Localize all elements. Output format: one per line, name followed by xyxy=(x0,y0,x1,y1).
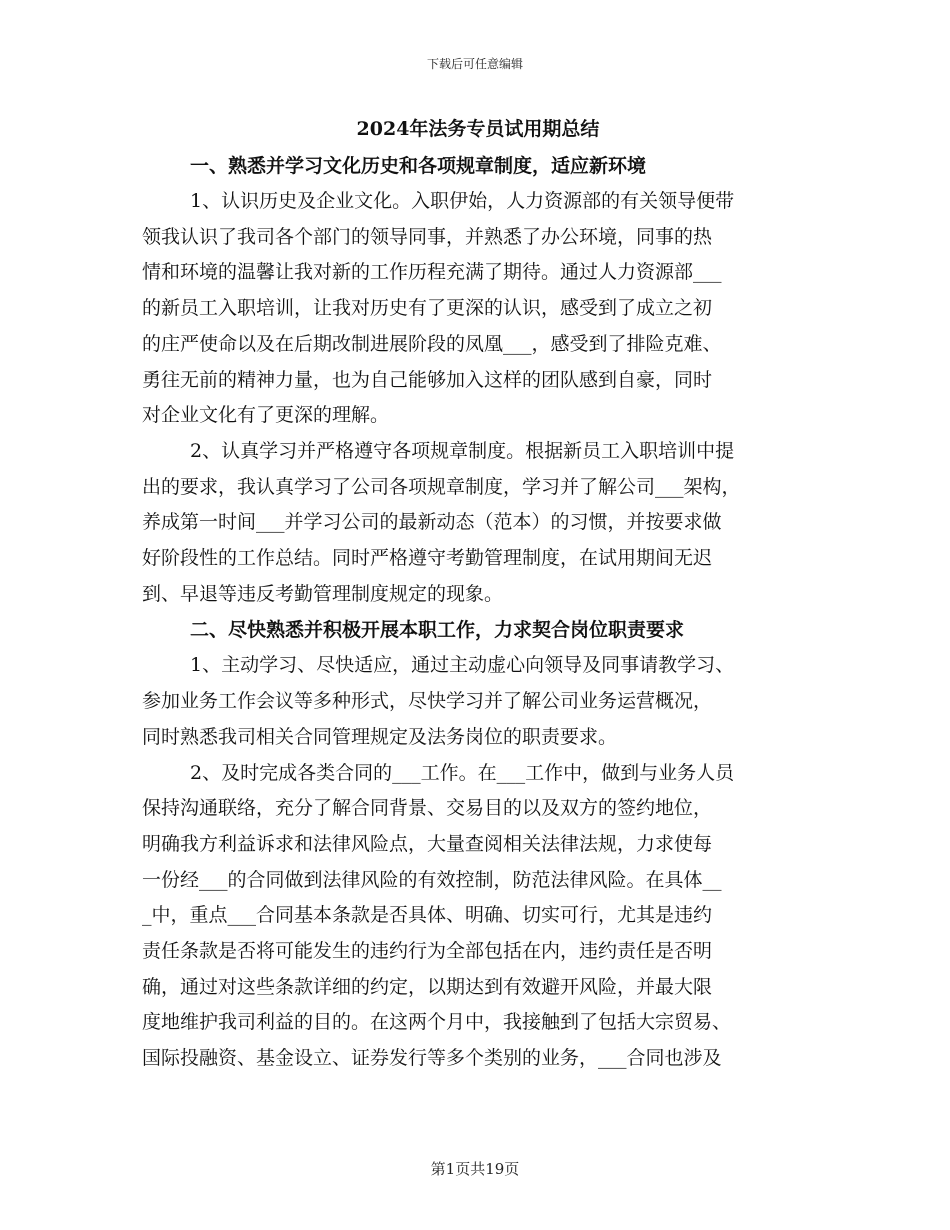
paragraph-line: 2、及时完成各类合同的___工作。在___工作中，做到与业务人员 xyxy=(190,761,735,784)
paragraph-line: 一份经___的合同做到法律风险的有效控制，防范法律风险。在具体__ xyxy=(142,868,722,891)
paragraph-line: 勇往无前的精神力量，也为自己能够加入这样的团队感到自豪，同时 xyxy=(142,368,713,391)
paragraph-line: 保持沟通联络，充分了解合同背景、交易目的以及双方的签约地位， xyxy=(142,797,713,820)
paragraph xyxy=(142,184,814,434)
paragraph-line: 情和环境的温馨让我对新的工作历程充满了期待。通过人力资源部___ xyxy=(142,261,722,284)
paragraph-line: 责任条款是否将可能发生的违约行为全部包括在内，违约责任是否明 xyxy=(142,940,713,963)
paragraph-line: 1、主动学习、尽快适应，通过主动虚心向领导及同事请教学习、 xyxy=(190,654,735,677)
paragraph xyxy=(142,434,814,613)
paragraph-line: 国际投融资、基金设立、证券发行等多个类别的业务，___合同也涉及 xyxy=(142,1047,722,1070)
paragraph-line: 出的要求，我认真学习了公司各项规章制度，学习并了解公司___架构， xyxy=(142,475,741,498)
paragraph-line: 到、早退等违反考勤管理制度规定的现象。 xyxy=(142,582,504,605)
document-title: 2024年法务专员试用期总结 xyxy=(356,118,600,140)
section-heading: 二、尽快熟悉并积极开展本职工作，力求契合岗位职责要求 xyxy=(190,619,685,642)
section-heading: 一、熟悉并学习文化历史和各项规章制度，适应新环境 xyxy=(190,155,647,177)
paragraph-line: 同时熟悉我司相关合同管理规定及法务岗位的职责要求。 xyxy=(142,725,618,748)
paragraph-line: 的庄严使命以及在后期改制进展阶段的凤凰___，感受到了排险克难、 xyxy=(142,332,722,355)
paragraph-line: 2、认真学习并严格遵守各项规章制度。根据新员工入职培训中提 xyxy=(190,439,735,462)
page-footer: 第1页共19页 xyxy=(430,1160,520,1178)
paragraph-line: _中，重点___合同基本条款是否具体、明确、切实可行，尤其是违约 xyxy=(142,904,713,927)
sections-container xyxy=(142,148,814,1077)
paragraph xyxy=(142,756,814,1077)
header-note: 下载后可任意编辑 xyxy=(426,57,523,71)
paragraph-line: 养成第一时间___并学习公司的最新动态（范本）的习惯，并按要求做 xyxy=(142,511,722,534)
paragraph-line: 1、认识历史及企业文化。入职伊始，人力资源部的有关领导便带 xyxy=(190,190,735,212)
paragraph-line: 好阶段性的工作总结。同时严格遵守考勤管理制度，在试用期间无迟 xyxy=(142,547,713,570)
paragraph-line: 的新员工入职培训，让我对历史有了更深的认识，感受到了成立之初 xyxy=(142,297,713,320)
paragraph-line: 对企业文化有了更深的理解。 xyxy=(142,404,390,427)
paragraph-line: 明确我方利益诉求和法律风险点，大量查阅相关法律法规，力求使每 xyxy=(142,832,713,855)
document-body xyxy=(142,112,814,1077)
paragraph-line: 领我认识了我司各个部门的领导同事，并熟悉了办公环境，同事的热 xyxy=(142,225,713,248)
paragraph-line: 度地维护我司利益的目的。在这两个月中，我接触到了包括大宗贸易、 xyxy=(142,1011,732,1034)
paragraph-line: 确，通过对这些条款详细的约定，以期达到有效避开风险，并最大限 xyxy=(142,975,713,998)
paragraph-line: 参加业务工作会议等多种形式，尽快学习并了解公司业务运营概况， xyxy=(142,690,713,713)
paragraph xyxy=(142,648,814,755)
